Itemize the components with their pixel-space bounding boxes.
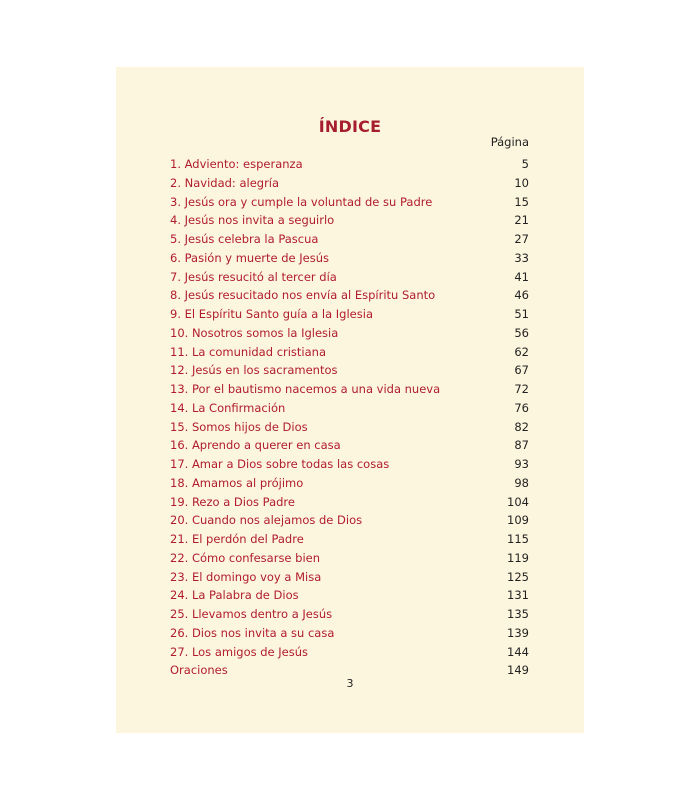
toc-entry-title: 25. Llevamos dentro a Jesús — [170, 607, 333, 621]
toc-entry — [170, 343, 529, 362]
toc-entry-page: 27 — [514, 232, 529, 246]
toc-entry-title: 19. Rezo a Dios Padre — [170, 494, 295, 509]
toc-entry — [170, 211, 529, 230]
toc-entry-page: 149 — [507, 663, 529, 678]
toc-entry — [170, 249, 529, 268]
toc-entry — [170, 305, 529, 324]
toc-entry-title: 9. El Espíritu Santo guía a la Iglesia — [170, 307, 373, 321]
toc-entry-title: 18. Amamos al prójimo — [170, 475, 304, 490]
toc-entry-page: 98 — [514, 475, 529, 490]
toc-entry-title: 6. Pasión y muerte de Jesús — [170, 250, 330, 265]
toc-entry — [170, 361, 529, 380]
toc-entry — [170, 474, 529, 493]
toc-entry — [170, 418, 529, 437]
toc-entry-page: 125 — [507, 569, 529, 584]
toc-entry-page: 51 — [514, 307, 529, 321]
toc-entry-title: 2. Navidad: alegría — [170, 175, 280, 190]
toc-entry-page: 56 — [514, 325, 529, 340]
toc-entry — [170, 643, 529, 662]
toc-entry-title: 5. Jesús celebra la Pascua — [170, 232, 319, 246]
toc-entry-title: 26. Dios nos invita a su casa — [170, 625, 335, 640]
toc-entry — [170, 380, 529, 399]
toc-entry-page: 10 — [514, 175, 529, 190]
toc-entry-title: 15. Somos hijos de Dios — [170, 419, 308, 434]
toc-entry-page: 87 — [514, 438, 529, 453]
toc-entry — [170, 268, 529, 287]
toc-entry-title: 22. Cómo confesarse bien — [170, 550, 321, 565]
toc-entry-title: Oraciones — [170, 663, 228, 678]
toc-entry-title: 17. Amar a Dios sobre todas las cosas — [170, 457, 390, 471]
toc-entry-page: 46 — [514, 288, 529, 303]
toc-entry-page: 144 — [507, 644, 529, 659]
toc-entry-title: 7. Jesús resucitó al tercer día — [170, 269, 337, 284]
toc-entry-page: 15 — [514, 194, 529, 209]
toc-entry-page: 131 — [507, 588, 529, 603]
toc-entry-page: 62 — [514, 344, 529, 359]
toc-entry — [170, 436, 529, 455]
toc-entry-title: 1. Adviento: esperanza — [170, 157, 303, 171]
toc-entry-title: 13. Por el bautismo nacemos a una vida nueva — [170, 382, 441, 396]
toc-entry-title: 11. La comunidad cristiana — [170, 344, 327, 359]
toc-entry-page: 93 — [514, 457, 529, 471]
toc-entry-page: 72 — [514, 382, 529, 396]
page-title: ÍNDICE — [318, 117, 382, 136]
toc-entry-title: 24. La Palabra de Dios — [170, 588, 299, 603]
page-number: 3 — [346, 677, 354, 690]
toc-entry-page: 21 — [514, 213, 529, 228]
toc-entry-page: 5 — [521, 157, 529, 171]
toc-entry-page: 33 — [514, 250, 529, 265]
toc-entry-page: 135 — [507, 607, 529, 621]
toc-entry — [170, 493, 529, 512]
toc-entry-title: 27. Los amigos de Jesús — [170, 644, 309, 659]
document-page — [116, 67, 584, 733]
page-column-header: Página — [490, 135, 529, 149]
toc-entry-title: 20. Cuando nos alejamos de Dios — [170, 513, 363, 528]
toc-entry — [170, 455, 529, 474]
toc-entry — [170, 230, 529, 249]
toc-entry-page: 115 — [507, 532, 529, 546]
toc-entry-title: 10. Nosotros somos la Iglesia — [170, 325, 339, 340]
toc-entry — [170, 530, 529, 549]
toc-entry — [170, 399, 529, 418]
toc-entry-page: 41 — [514, 269, 529, 284]
toc-entry-page: 139 — [507, 625, 529, 640]
toc-entry — [170, 511, 529, 530]
toc-entry-page: 76 — [514, 400, 529, 415]
table-of-contents — [170, 155, 529, 680]
toc-entry-page: 109 — [507, 513, 529, 528]
toc-entry — [170, 193, 529, 212]
toc-entry — [170, 286, 529, 305]
toc-entry-title: 21. El perdón del Padre — [170, 532, 304, 546]
toc-entry-page: 82 — [514, 419, 529, 434]
toc-entry-title: 12. Jesús en los sacramentos — [170, 363, 338, 378]
toc-entry — [170, 324, 529, 343]
toc-entry-title: 16. Aprendo a querer en casa — [170, 438, 341, 453]
toc-entry-title: 4. Jesús nos invita a seguirlo — [170, 213, 335, 228]
toc-entry — [170, 605, 529, 624]
toc-entry — [170, 568, 529, 587]
toc-entry — [170, 174, 529, 193]
toc-entry — [170, 155, 529, 174]
toc-entry — [170, 549, 529, 568]
toc-entry-title: 14. La Confirmación — [170, 400, 286, 415]
toc-entry-page: 119 — [507, 550, 529, 565]
toc-entry — [170, 624, 529, 643]
toc-entry-title: 3. Jesús ora y cumple la voluntad de su Padre — [170, 194, 433, 209]
toc-entry-page: 104 — [507, 494, 529, 509]
toc-entry-title: 8. Jesús resucitado nos envía al Espíritu Santo — [170, 288, 436, 303]
toc-entry-title: 23. El domingo voy a Misa — [170, 569, 322, 584]
toc-entry-page: 67 — [514, 363, 529, 378]
toc-entry — [170, 586, 529, 605]
